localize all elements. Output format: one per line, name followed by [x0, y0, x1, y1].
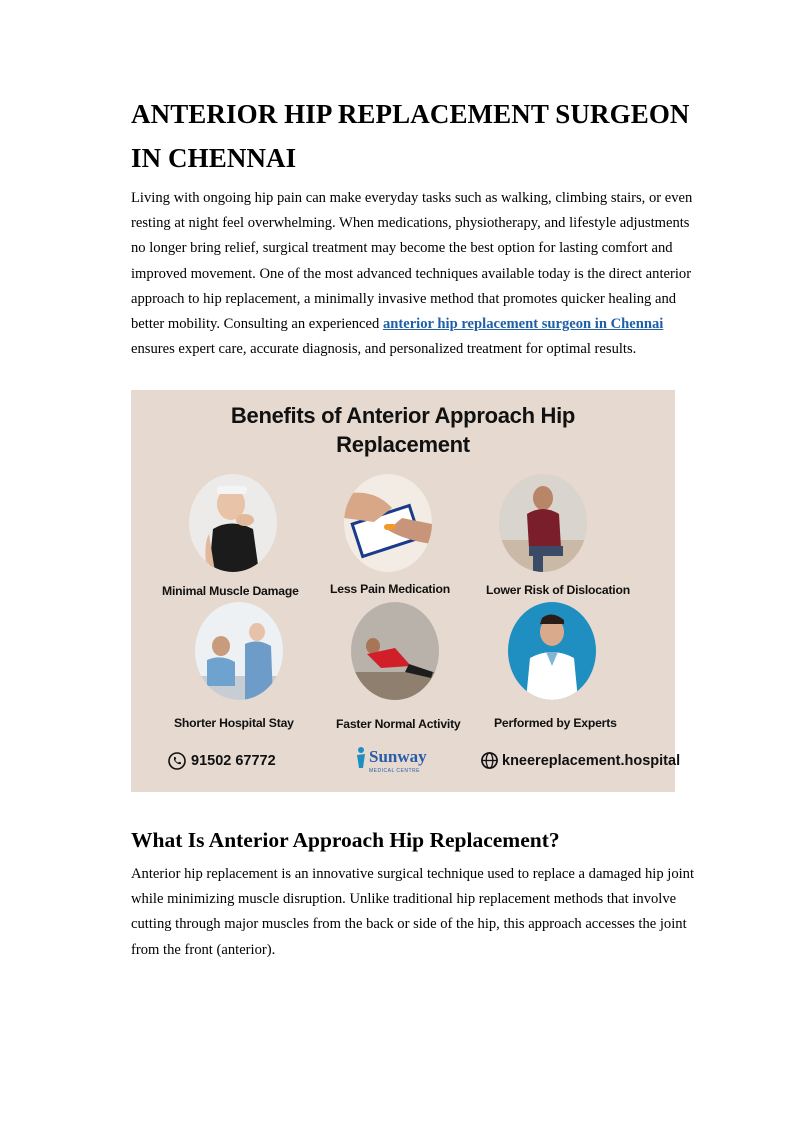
- section-anterior-approach: [131, 826, 711, 963]
- infographic-title-line1: Benefits of Anterior Approach Hip: [230, 403, 576, 428]
- surgeon-link[interactable]: anterior hip replacement surgeon in Chennai: [382, 316, 664, 333]
- globe-icon: [481, 752, 498, 769]
- sunway-logo-text: Sunway: [369, 747, 427, 766]
- phone-number: 91502 67772: [191, 753, 276, 769]
- document-page: [131, 92, 711, 362]
- infographic-title-line2: Replacement: [336, 432, 470, 457]
- section-body: Anterior hip replacement is an innovative surgical technique used to replace a damaged hip joint while minimizing muscle disruption. Unlike traditional hip replacement methods that involve cutting through major muscles from the back or side of the hip, this approach accesses the joint from the front (anterior).: [131, 866, 695, 958]
- phone-contact: [168, 752, 276, 770]
- sunway-logo-sub: MEDICAL CENTRE: [369, 768, 420, 774]
- neck-pain-photo-icon: [189, 474, 277, 572]
- intro-text-after-link: ensures expert care, accurate diagnosis, and personalized treatment for optimal results.: [131, 341, 637, 358]
- benefit-label-6: Performed by Experts: [494, 716, 617, 730]
- page-title-line1: ANTERIOR HIP REPLACEMENT SURGEON: [131, 99, 690, 129]
- sunway-figure-icon: [355, 746, 367, 768]
- benefit-label-3: Lower Risk of Dislocation: [486, 583, 630, 597]
- benefit-label-2: Less Pain Medication: [330, 582, 450, 596]
- hospital-patient-photo-icon: [195, 602, 283, 700]
- page-title: [131, 92, 711, 180]
- intro-paragraph: [131, 186, 701, 362]
- benefit-label-5: Faster Normal Activity: [336, 717, 461, 731]
- section-heading: What Is Anterior Approach Hip Replacement?: [131, 828, 560, 852]
- benefits-infographic: [131, 390, 681, 792]
- infographic-title: [131, 401, 675, 459]
- phone-icon: [168, 752, 186, 770]
- sunway-logo: [355, 746, 427, 774]
- intro-text-before-link: Living with ongoing hip pain can make everyday tasks such as walking, climbing stairs, or even resting at night feel overwhelming. When medications, physiotherapy, and lifestyle adjustments no longer bring relief, surgical treatment may become the best option for lasting comfort and improved movement. One of the most advanced techniques available today is the direct anterior approach to hip replacement, a minimally invasive method that promotes quicker healing and better mobility. Consulting an experienced: [131, 190, 693, 333]
- website-contact: [481, 752, 680, 769]
- website-text: kneereplacement.hospital: [502, 752, 681, 769]
- benefit-label-4: Shorter Hospital Stay: [174, 716, 294, 730]
- stretching-man-photo-icon: [351, 602, 439, 700]
- benefit-label-1: Minimal Muscle Damage: [162, 584, 299, 598]
- pills-hand-photo-icon: [344, 474, 432, 572]
- doctor-photo-icon: [508, 602, 596, 700]
- hip-pain-man-photo-icon: [499, 474, 587, 572]
- page-title-line2: IN CHENNAI: [131, 143, 297, 173]
